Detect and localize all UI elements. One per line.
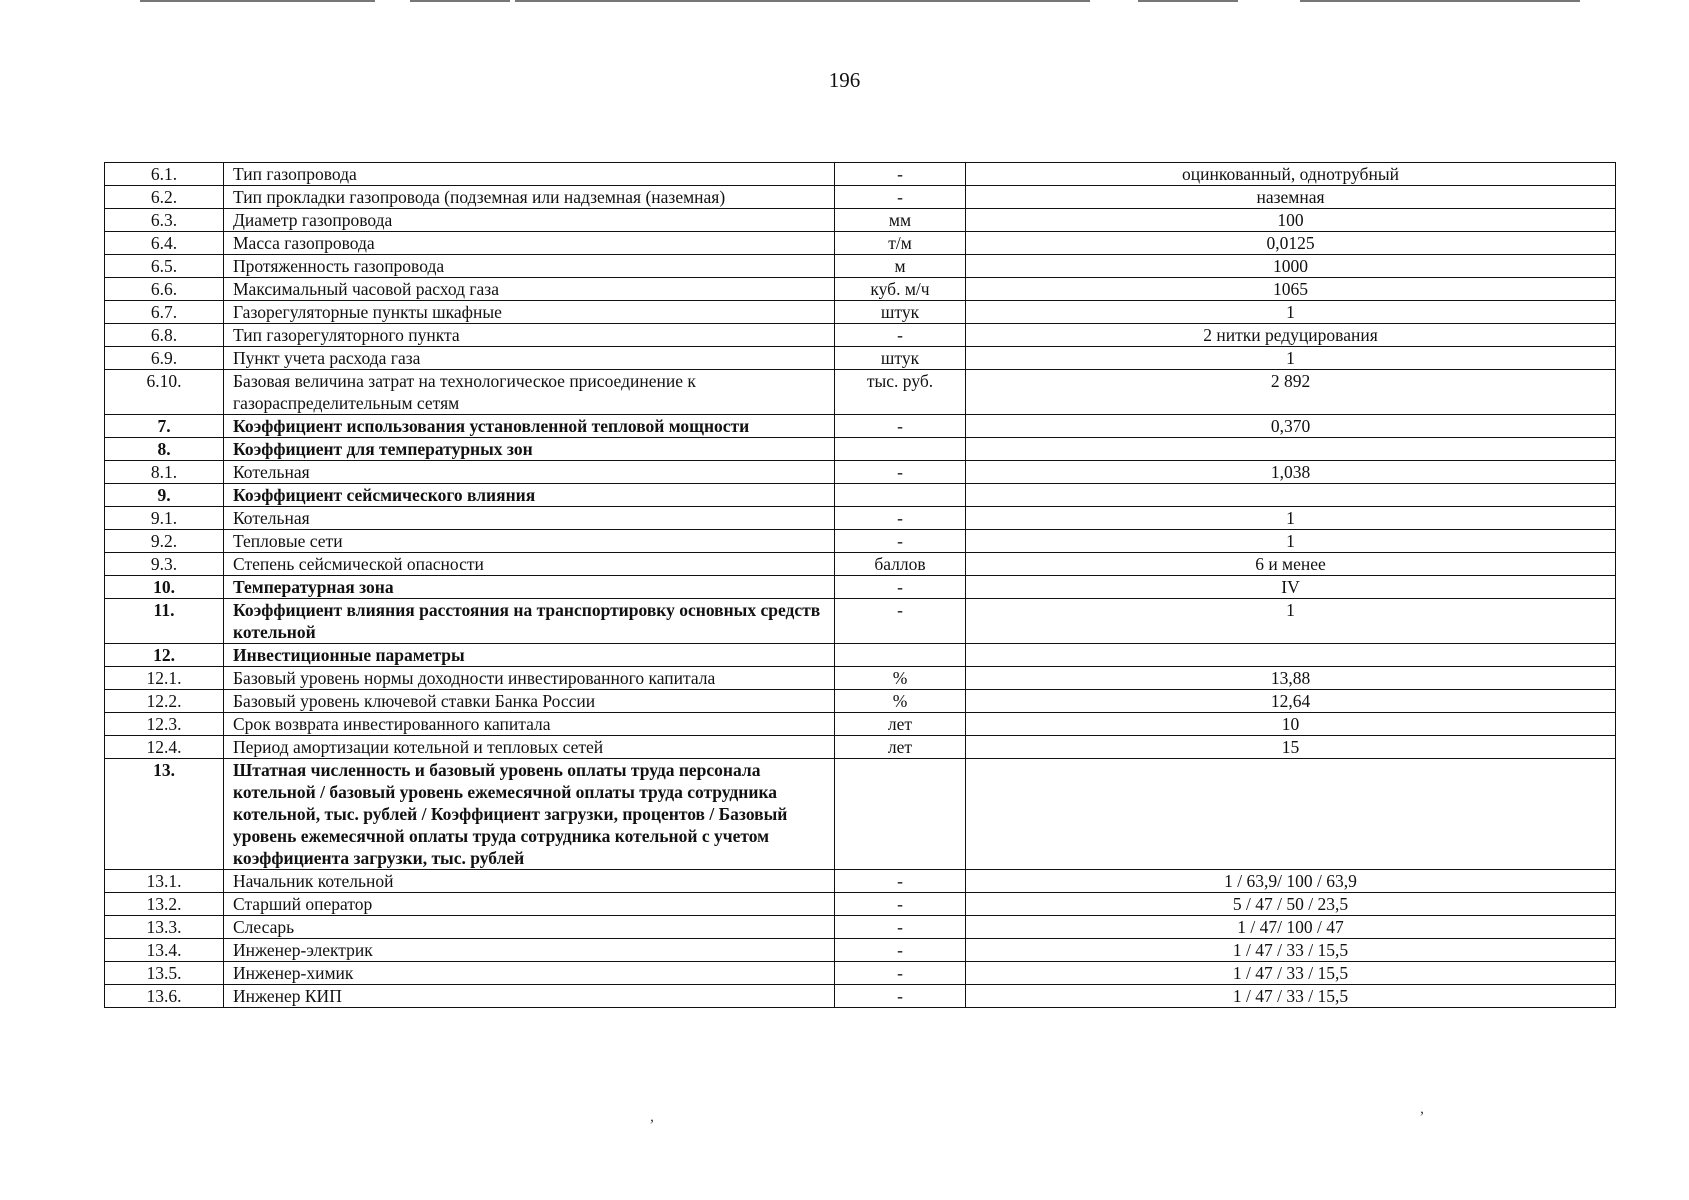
row-number: 13.: [105, 759, 224, 870]
row-parameter-name: Коэффициент влияния расстояния на транспортировку основных средств котельной: [224, 599, 835, 644]
row-value: 15: [966, 736, 1616, 759]
table-row: [105, 690, 1616, 713]
row-number: 13.6.: [105, 985, 224, 1008]
row-parameter-name: Инженер-химик: [224, 962, 835, 985]
row-number: 11.: [105, 599, 224, 644]
row-number: 6.7.: [105, 301, 224, 324]
row-parameter-name: Коэффициент сейсмического влияния: [224, 484, 835, 507]
row-parameter-name: Базовый уровень нормы доходности инвестированного капитала: [224, 667, 835, 690]
top-scan-rule: [1138, 0, 1238, 2]
row-value: 1000: [966, 255, 1616, 278]
row-number: 13.3.: [105, 916, 224, 939]
row-number: 9.2.: [105, 530, 224, 553]
row-value: 1 / 63,9/ 100 / 63,9: [966, 870, 1616, 893]
table-row: [105, 985, 1616, 1008]
row-number: 9.3.: [105, 553, 224, 576]
table-row: [105, 576, 1616, 599]
row-number: 9.: [105, 484, 224, 507]
row-unit: -: [835, 461, 966, 484]
row-parameter-name: Тепловые сети: [224, 530, 835, 553]
row-unit: -: [835, 985, 966, 1008]
row-unit: -: [835, 163, 966, 186]
row-parameter-name: Период амортизации котельной и тепловых сетей: [224, 736, 835, 759]
row-value: 1065: [966, 278, 1616, 301]
scan-speck: ,: [650, 1108, 654, 1125]
table-row: [105, 484, 1616, 507]
row-parameter-name: Инвестиционные параметры: [224, 644, 835, 667]
row-parameter-name: Тип газопровода: [224, 163, 835, 186]
table-row: [105, 507, 1616, 530]
row-number: 6.3.: [105, 209, 224, 232]
row-number: 12.2.: [105, 690, 224, 713]
row-value: 1: [966, 347, 1616, 370]
top-scan-rule: [515, 0, 1090, 2]
table-row: [105, 962, 1616, 985]
row-value: 1 / 47 / 33 / 15,5: [966, 962, 1616, 985]
row-number: 13.4.: [105, 939, 224, 962]
row-parameter-name: Срок возврата инвестированного капитала: [224, 713, 835, 736]
row-number: 6.9.: [105, 347, 224, 370]
table-row: [105, 736, 1616, 759]
table-row: [105, 644, 1616, 667]
row-number: 6.1.: [105, 163, 224, 186]
table-row: [105, 278, 1616, 301]
row-parameter-name: Старший оператор: [224, 893, 835, 916]
table-row: [105, 347, 1616, 370]
row-unit: куб. м/ч: [835, 278, 966, 301]
table-row: [105, 553, 1616, 576]
row-value: 1,038: [966, 461, 1616, 484]
table-row: [105, 163, 1616, 186]
row-number: 12.: [105, 644, 224, 667]
row-parameter-name: Температурная зона: [224, 576, 835, 599]
row-unit: штук: [835, 347, 966, 370]
row-value: [966, 438, 1616, 461]
row-number: 6.8.: [105, 324, 224, 347]
row-unit: [835, 484, 966, 507]
row-number: 12.4.: [105, 736, 224, 759]
table-row: [105, 324, 1616, 347]
row-unit: -: [835, 576, 966, 599]
row-number: 8.1.: [105, 461, 224, 484]
row-unit: -: [835, 415, 966, 438]
row-parameter-name: Тип газорегуляторного пункта: [224, 324, 835, 347]
row-value: 2 892: [966, 370, 1616, 415]
row-unit: -: [835, 916, 966, 939]
row-unit: -: [835, 870, 966, 893]
row-unit: %: [835, 667, 966, 690]
row-parameter-name: Коэффициент для температурных зон: [224, 438, 835, 461]
row-unit: -: [835, 186, 966, 209]
parameters-table: [104, 162, 1616, 1008]
row-unit: -: [835, 893, 966, 916]
row-unit: тыс. руб.: [835, 370, 966, 415]
row-unit: лет: [835, 713, 966, 736]
row-unit: -: [835, 599, 966, 644]
row-parameter-name: Базовый уровень ключевой ставки Банка России: [224, 690, 835, 713]
table-row: [105, 759, 1616, 870]
row-parameter-name: Газорегуляторные пункты шкафные: [224, 301, 835, 324]
row-number: 6.5.: [105, 255, 224, 278]
row-number: 13.2.: [105, 893, 224, 916]
row-value: 10: [966, 713, 1616, 736]
row-value: 0,0125: [966, 232, 1616, 255]
row-unit: т/м: [835, 232, 966, 255]
row-parameter-name: Базовая величина затрат на технологическое присоединение к газораспределительным сетям: [224, 370, 835, 415]
table-row: [105, 255, 1616, 278]
table-row: [105, 667, 1616, 690]
row-number: 12.3.: [105, 713, 224, 736]
table-row: [105, 209, 1616, 232]
row-parameter-name: Пункт учета расхода газа: [224, 347, 835, 370]
row-unit: штук: [835, 301, 966, 324]
row-value: [966, 759, 1616, 870]
row-value: 1: [966, 507, 1616, 530]
row-number: 13.1.: [105, 870, 224, 893]
row-parameter-name: Котельная: [224, 507, 835, 530]
table-row: [105, 870, 1616, 893]
row-value: 2 нитки редуцирования: [966, 324, 1616, 347]
row-parameter-name: Инженер КИП: [224, 985, 835, 1008]
top-scan-rule: [140, 0, 375, 2]
row-value: 1: [966, 301, 1616, 324]
row-number: 6.10.: [105, 370, 224, 415]
row-unit: лет: [835, 736, 966, 759]
table-row: [105, 301, 1616, 324]
row-number: 12.1.: [105, 667, 224, 690]
table-row: [105, 232, 1616, 255]
table-row: [105, 438, 1616, 461]
table-row: [105, 599, 1616, 644]
row-number: 6.4.: [105, 232, 224, 255]
row-value: IV: [966, 576, 1616, 599]
row-parameter-name: Диаметр газопровода: [224, 209, 835, 232]
row-value: 1: [966, 530, 1616, 553]
row-unit: -: [835, 962, 966, 985]
row-parameter-name: Инженер-электрик: [224, 939, 835, 962]
table-row: [105, 893, 1616, 916]
table-row: [105, 461, 1616, 484]
row-value: 1 / 47 / 33 / 15,5: [966, 985, 1616, 1008]
row-unit: -: [835, 507, 966, 530]
row-parameter-name: Тип прокладки газопровода (подземная или надземная (наземная): [224, 186, 835, 209]
row-parameter-name: Протяженность газопровода: [224, 255, 835, 278]
table-row: [105, 370, 1616, 415]
table-row: [105, 939, 1616, 962]
row-parameter-name: Начальник котельной: [224, 870, 835, 893]
row-parameter-name: Степень сейсмической опасности: [224, 553, 835, 576]
row-value: 1 / 47/ 100 / 47: [966, 916, 1616, 939]
row-number: 8.: [105, 438, 224, 461]
row-unit: %: [835, 690, 966, 713]
row-value: 1 / 47 / 33 / 15,5: [966, 939, 1616, 962]
row-unit: -: [835, 939, 966, 962]
row-number: 7.: [105, 415, 224, 438]
row-number: 10.: [105, 576, 224, 599]
row-value: 6 и менее: [966, 553, 1616, 576]
row-unit: [835, 438, 966, 461]
row-unit: [835, 759, 966, 870]
row-parameter-name: Штатная численность и базовый уровень оплаты труда персонала котельной / базовый уровень ежемесячной оплаты труда сотрудника котельной, тыс. рублей / Коэффициент загрузки, процентов / Базовый уровень ежемесячной оплаты труда сотрудника котельной с учетом коэффициента загрузки, тыс. рублей: [224, 759, 835, 870]
row-value: наземная: [966, 186, 1616, 209]
row-number: 6.2.: [105, 186, 224, 209]
row-value: 12,64: [966, 690, 1616, 713]
top-scan-rule: [1300, 0, 1580, 2]
table-row: [105, 186, 1616, 209]
row-value: 5 / 47 / 50 / 23,5: [966, 893, 1616, 916]
row-value: 13,88: [966, 667, 1616, 690]
table-row: [105, 713, 1616, 736]
row-parameter-name: Максимальный часовой расход газа: [224, 278, 835, 301]
table-row: [105, 415, 1616, 438]
top-scan-rule: [410, 0, 510, 2]
row-value: [966, 484, 1616, 507]
row-value: [966, 644, 1616, 667]
row-number: 6.6.: [105, 278, 224, 301]
row-unit: м: [835, 255, 966, 278]
row-value: 100: [966, 209, 1616, 232]
row-parameter-name: Котельная: [224, 461, 835, 484]
row-parameter-name: Масса газопровода: [224, 232, 835, 255]
row-unit: мм: [835, 209, 966, 232]
row-parameter-name: Слесарь: [224, 916, 835, 939]
row-unit: -: [835, 324, 966, 347]
row-value: оцинкованный, однотрубный: [966, 163, 1616, 186]
row-value: 1: [966, 599, 1616, 644]
row-unit: баллов: [835, 553, 966, 576]
table-row: [105, 916, 1616, 939]
parameters-table-body: [105, 163, 1616, 1008]
row-parameter-name: Коэффициент использования установленной тепловой мощности: [224, 415, 835, 438]
row-number: 13.5.: [105, 962, 224, 985]
row-unit: [835, 644, 966, 667]
page-number: 196: [828, 68, 861, 92]
table-row: [105, 530, 1616, 553]
scan-speck: ,: [1420, 1100, 1424, 1117]
row-number: 9.1.: [105, 507, 224, 530]
row-value: 0,370: [966, 415, 1616, 438]
row-unit: -: [835, 530, 966, 553]
